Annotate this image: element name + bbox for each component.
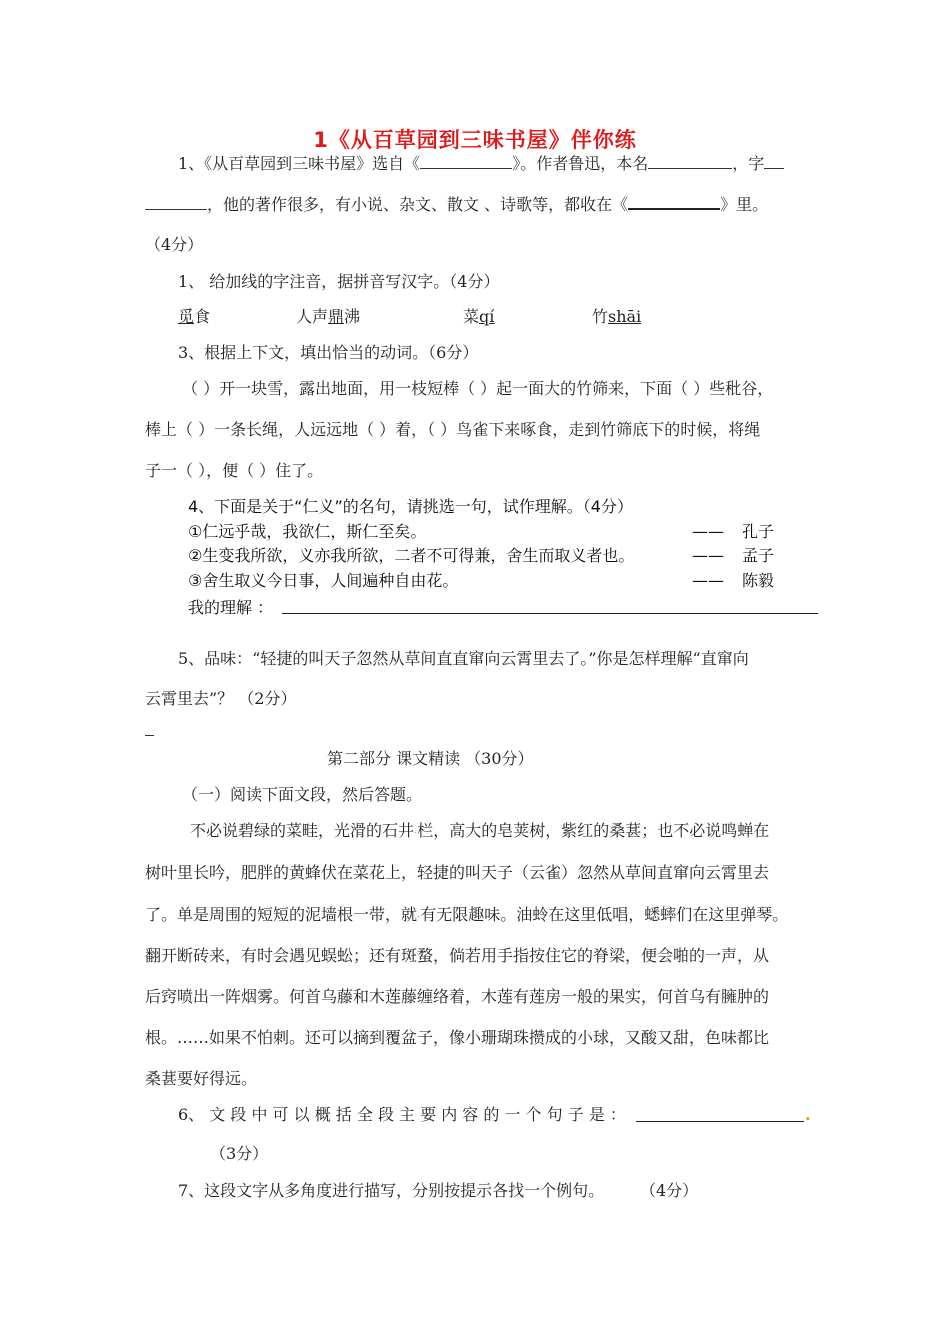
part2-heading: 第二部分 课文精读 （30分） — [327, 749, 534, 768]
q7-text: 7、这段文字从多角度进行描写，分别按提示各找一个例句。 — [178, 1181, 605, 1200]
q2-word-3-pinyin: qí — [479, 307, 495, 326]
passage-line-1a: 不必说碧绿的菜畦，光滑的石井 — [190, 821, 415, 840]
q2-word-2-b: 沸 — [344, 307, 361, 326]
q3-line3: 子一（ ），便（ ）住了。 — [145, 461, 324, 480]
q1-blank-name[interactable] — [648, 152, 732, 169]
passage-line-1b: 栏，高大的皂荚树，紫红的桑葚；也不必说鸣蝉在 — [417, 821, 770, 840]
answer-short-line — [145, 735, 154, 736]
q7-score: （4分） — [640, 1181, 699, 1200]
q2-word-4-a: 竹 — [592, 307, 609, 326]
passage-line-1 — [190, 820, 769, 845]
q2-word-2-a: 人声 — [296, 307, 329, 326]
scan-dot: · — [414, 828, 418, 839]
q4-quote-2-dash: —— — [692, 546, 724, 565]
q3-line1: （ ）开一块雪，露出地面，用一枝短棒（ ）起一面大的竹筛来，下面（ ）些秕谷， — [182, 379, 774, 398]
passage-line-5: 后窍喷出一阵烟雾。何首乌藤和木莲藤缠络着，木莲有莲房一般的果实，何首乌有臃肿的 — [145, 987, 770, 1006]
q4-quote-3: ③舍生取义今日事，人间遍种自由花。 — [188, 571, 459, 590]
passage-line-6: 根。……如果不怕刺。还可以摘到覆盆子，像小珊瑚珠攒成的小球，又酸又甜，色味都比 — [145, 1028, 770, 1047]
q1-text-d: ，他的著作很多，有小说、杂文、散文 、诗歌等，都收在《 — [207, 195, 629, 214]
q1-text-c: ，字 — [732, 154, 765, 173]
q5-line1: 5、品味：“轻捷的叫天子忽然从草间直直窜向云霄里去了。”你是怎样理解“直窜向 — [178, 649, 749, 668]
q2-word-1-underlined: 觅 — [178, 307, 195, 326]
q1-blank-zi-1[interactable] — [764, 152, 784, 169]
q1-line1 — [178, 152, 784, 175]
part2-instruction: （一）阅读下面文段，然后答题。 — [182, 785, 423, 804]
q2-word-2 — [296, 306, 360, 328]
passage-line-3 — [145, 904, 788, 929]
passage-line-4: 翻开断砖来，有时会遇见蜈蚣；还有斑蝥，倘若用手指按住它的脊梁，便会啪的一声，从 — [145, 946, 770, 965]
passage-line-3b: 有无限趣味。油蛉在这里低唱，蟋蟀们在这里弹琴。 — [420, 905, 789, 924]
q2-word-1 — [178, 306, 210, 328]
q1-blank-collection[interactable] — [628, 192, 720, 210]
passage-line-2: 树叶里长吟，肥胖的黄蜂伏在菜花上，轻捷的叫天子（云雀）忽然从草间直窜向云霄里去 — [145, 863, 770, 882]
q2-word-3-a: 菜 — [463, 307, 480, 326]
q4-answer-line[interactable] — [282, 613, 818, 614]
q4-quote-2: ②生变我所欲，义亦我所欲，二者不可得兼，舍生而取义者也。 — [188, 546, 635, 565]
q2-word-4-pinyin: shāi — [608, 307, 642, 326]
q2-word-4 — [592, 306, 641, 328]
q2-word-1-rest: 食 — [194, 307, 211, 326]
q4-answer-label: 我的理解 ： — [188, 598, 274, 617]
q2-prompt: 1、 给加线的字注音，据拼音写汉字。（4分） — [178, 272, 500, 291]
q1-blank-source[interactable] — [420, 152, 512, 169]
q2-word-3 — [463, 306, 494, 328]
q4-quote-1: ①仁远乎哉，我欲仁，斯仁至矣。 — [188, 522, 427, 541]
q4-quote-3-author: 陈毅 — [742, 571, 775, 590]
q2-word-2-underlined: 鼎 — [328, 307, 345, 326]
page-title: 1《从百草园到三味书屋》伴你练 — [313, 128, 637, 152]
q1-line2 — [145, 192, 768, 216]
q1-blank-zi-2[interactable] — [145, 193, 207, 210]
q6-text: 6、 文 段 中 可 以 概 括 全 段 主 要 内 容 的 一 个 句 子 是 ： — [178, 1105, 626, 1124]
passage-line-7: 桑葚要好得远。 — [145, 1069, 258, 1088]
passage-line-3a: 了。单是周围的短短的泥墙根一带，就 — [145, 905, 418, 924]
q1-text-b: 》。作者鲁迅，本名 — [512, 154, 649, 173]
q3-line2: 棒上（ ）一条长绳，人远远地（ ）着，（ ）鸟雀下来啄食，走到竹筛底下的时候，将绳 — [145, 420, 761, 439]
q4-quote-2-author: 孟子 — [742, 546, 775, 565]
q6-period: . — [805, 1105, 811, 1124]
q6-score: （3分） — [210, 1144, 269, 1163]
q5-line2: 云霄里去”？ （2分） — [145, 689, 297, 708]
q1-score: （4分） — [145, 235, 204, 254]
q3-prompt: 3、根据上下文，填出恰当的动词。（6分） — [178, 343, 479, 362]
q4-prompt: 4、下面是关于“仁义”的名句，请挑选一句，试作理解。（4分） — [188, 497, 633, 516]
q4-quote-1-dash: —— — [692, 522, 724, 541]
q6-answer-line[interactable] — [636, 1121, 804, 1122]
q4-quote-3-dash: —— — [692, 571, 724, 590]
q1-text-a: 1、《从百草园到三味书屋》选自《 — [178, 154, 421, 173]
scan-dot-2: · — [417, 912, 421, 923]
q1-text-e: 》里。 — [720, 195, 769, 214]
q4-quote-1-author: 孔子 — [742, 522, 775, 541]
